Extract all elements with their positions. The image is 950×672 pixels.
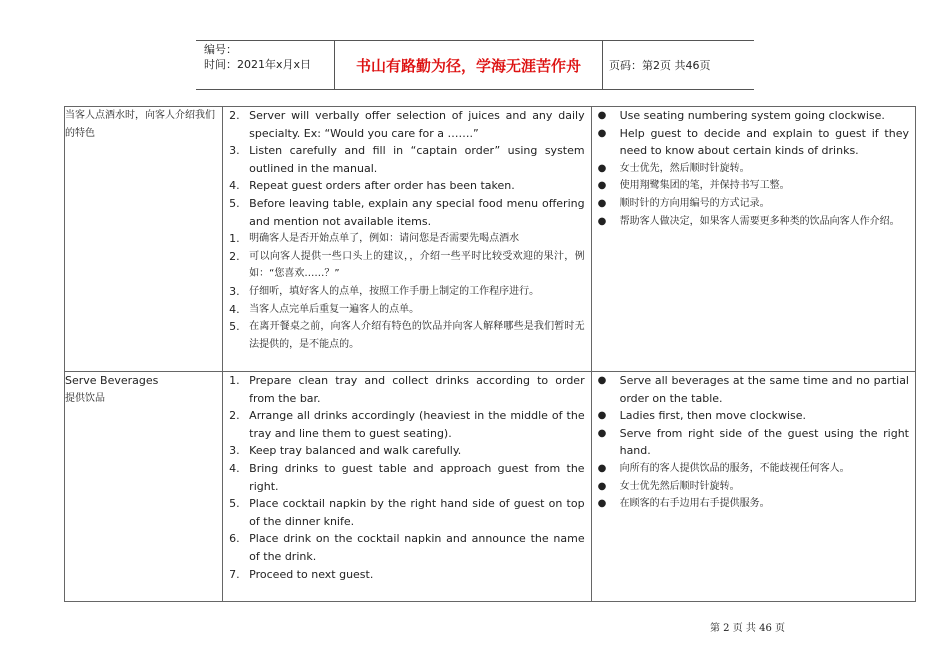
- list-item: [223, 495, 590, 530]
- table-row: [65, 372, 916, 602]
- step-text: Place drink on the cocktail napkin and announce the name of the drink.: [249, 532, 585, 563]
- step-number: 1.: [229, 232, 240, 246]
- list-item: [592, 160, 915, 178]
- steps-list: [223, 372, 590, 583]
- notes-list: [592, 372, 915, 513]
- note-text: 在顾客的右手边用右手提供服务。: [619, 498, 770, 510]
- step-number: 5.: [229, 497, 240, 511]
- step-text: 当客人点完单后重复一遍客人的点单。: [249, 303, 420, 315]
- list-item: [223, 372, 590, 407]
- step-text: Server will verbally offer selection of juices and any daily specialty. Ex: “Would you care for a …….”: [249, 109, 585, 140]
- procedure-table: [64, 106, 916, 602]
- step-text: Proceed to next guest.: [249, 567, 374, 581]
- list-item: [223, 248, 590, 283]
- list-item: [592, 195, 915, 213]
- list-item: [592, 478, 915, 496]
- list-item: [223, 407, 590, 442]
- list-item: [592, 372, 915, 407]
- list-item: [223, 195, 590, 230]
- note-text: Help guest to decide and explain to guest if they need to know about certain kinds of drinks.: [619, 126, 909, 158]
- list-item: [592, 407, 915, 425]
- note-text: 女士优先然后顺时针旋转。: [619, 480, 740, 492]
- page-header: [196, 40, 754, 90]
- note-text: Serve from right side of the guest using the right hand.: [619, 426, 909, 458]
- bullet-icon: ●: [597, 498, 607, 510]
- note-text: Serve all beverages at the same time and no partial order on the table.: [619, 374, 909, 405]
- note-text: 向所有的客人提供饮品的服务，不能歧视任何客人。: [619, 462, 850, 474]
- step-label: 当客人点酒水时，向客人介绍我们的特色: [65, 110, 215, 139]
- list-item: [592, 125, 915, 160]
- list-item: [592, 213, 915, 231]
- table-row: [65, 107, 916, 372]
- note-text: 使用翔鹭集团的笔，并保持书写工整。: [619, 180, 790, 192]
- bullet-icon: ●: [597, 427, 607, 439]
- bullet-icon: ●: [597, 180, 607, 192]
- list-item: [592, 177, 915, 195]
- step-text: 可以向客人提供一些口头上的建议，，介绍一些平时比较受欢迎的果汁，例如：“您喜欢……？”: [249, 250, 585, 280]
- notes-cell: [591, 372, 915, 602]
- step-number: 4.: [229, 179, 240, 193]
- bullet-icon: ●: [597, 197, 607, 209]
- step-number: 2.: [229, 409, 240, 423]
- note-text: 帮助客人做决定，如果客人需要更多种类的饮品向客人作介绍。: [619, 215, 900, 227]
- step-label: 提供饮品: [65, 392, 105, 404]
- notes-list: [592, 107, 915, 230]
- step-text: Listen carefully and fill in “captain order” using system outlined in the manual.: [249, 144, 585, 175]
- list-item: [592, 425, 915, 460]
- header-meta: [196, 41, 335, 89]
- note-text: Ladies first, then move clockwise.: [619, 409, 807, 423]
- step-number: 6.: [229, 532, 240, 546]
- step-text: 仔细听，填好客人的点单，按照工作手册上制定的工作程序进行。: [249, 285, 540, 297]
- step-text: 明确客人是否开始点单了，例如：请问您是否需要先喝点酒水: [249, 233, 520, 245]
- list-item: [223, 142, 590, 177]
- step-number: 5.: [229, 196, 240, 210]
- step-number: 7.: [229, 567, 240, 581]
- step-number: 3.: [229, 444, 240, 458]
- list-item: [223, 283, 590, 301]
- bullet-icon: ●: [597, 410, 607, 422]
- step-text: 在离开餐桌之前，向客人介绍有特色的饮品并向客人解释哪些是我们暂时无法提供的，是不能点的。: [249, 321, 585, 350]
- notes-cell: [591, 107, 915, 372]
- step-number: 4.: [229, 461, 240, 475]
- note-text: Use seating numbering system going clockwise.: [619, 109, 885, 122]
- step-number: 3.: [229, 284, 240, 298]
- bullet-icon: ●: [597, 162, 607, 174]
- steps-cell: [223, 372, 591, 602]
- bullet-icon: ●: [597, 462, 607, 474]
- steps-cell: [223, 107, 591, 372]
- note-text: 顺时针的方向用编号的方式记录。: [619, 197, 770, 209]
- step-text: Place cocktail napkin by the right hand side of guest on top of the dinner knife.: [249, 497, 585, 528]
- step-label-cell: [65, 372, 223, 602]
- step-number: 1.: [229, 374, 240, 387]
- bullet-icon: ●: [597, 375, 607, 386]
- step-number: 2.: [229, 249, 240, 263]
- bullet-icon: ●: [597, 127, 607, 139]
- step-label: Serve Beverages: [65, 374, 159, 387]
- list-item: [223, 318, 590, 353]
- step-number: 5.: [229, 320, 240, 334]
- step-number: 3.: [229, 144, 240, 158]
- header-page-label: 页码：第2页 共46页: [609, 59, 711, 72]
- list-item: [223, 442, 590, 460]
- step-number: 2.: [229, 109, 240, 122]
- step-text: Bring drinks to guest table and approach guest from the right.: [249, 461, 585, 493]
- bullet-icon: ●: [597, 480, 607, 492]
- list-item: [223, 460, 590, 495]
- bullet-icon: ●: [597, 110, 607, 121]
- list-item: [223, 177, 590, 195]
- step-text: Keep tray balanced and walk carefully.: [249, 444, 462, 458]
- step-number: 4.: [229, 302, 240, 316]
- list-item: [223, 530, 590, 565]
- list-item: [223, 107, 590, 142]
- list-item: [223, 301, 590, 319]
- steps-list: [223, 107, 590, 353]
- time-label: 时间：2021年x月x日: [204, 58, 312, 71]
- list-item: [592, 495, 915, 513]
- number-label: 编号：: [204, 43, 237, 56]
- bullet-icon: ●: [597, 215, 607, 227]
- step-text: Arrange all drinks accordingly (heaviest in the middle of the tray and line them to guest seating).: [249, 409, 585, 440]
- note-text: 女士优先，然后顺时针旋转。: [619, 162, 750, 174]
- step-text: Before leaving table, explain any special food menu offering and mention not available items.: [249, 196, 585, 228]
- step-text: Prepare clean tray and collect drinks according to order from the bar.: [249, 374, 585, 405]
- header-motto: 书山有路勤为径，学海无涯苦作舟: [335, 41, 603, 89]
- list-item: [592, 107, 915, 125]
- page-footer: 第 2 页 共 46 页: [710, 623, 785, 634]
- step-label-cell: [65, 107, 223, 372]
- list-item: [592, 460, 915, 478]
- step-text: Repeat guest orders after order has been taken.: [249, 179, 515, 193]
- list-item: [223, 566, 590, 584]
- list-item: [223, 230, 590, 248]
